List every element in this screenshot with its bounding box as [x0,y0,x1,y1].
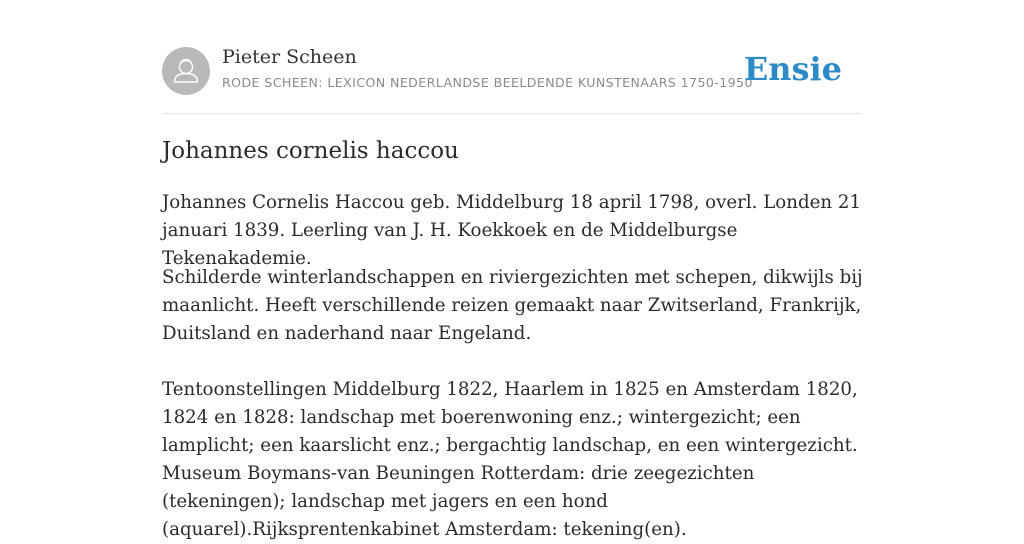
article-title: Johannes cornelis haccou [162,138,459,164]
article-header [162,46,862,96]
author-name[interactable]: Pieter Scheen [222,46,357,68]
article-paragraph: Johannes Cornelis Haccou geb. Middelburg 18 april 1798, overl. Londen 21 januari 1839. Leerling van J. H. Koekkoek en de Middelburgse Tekenakademie. [162,192,862,269]
brand-logo[interactable]: Ensie [743,50,842,88]
user-icon [162,47,210,95]
header-divider [162,113,862,114]
article-paragraph: Schilderde winterlandschappen en riviergezichten met schepen, dikwijls bij maanlicht. Heeft verschillende reizen gemaakt naar Zwitserland, Frankrijk, Duitsland en naderhand naar Engeland. [162,267,863,344]
source-title[interactable]: RODE SCHEEN: LEXICON NEDERLANDSE BEELDENDE KUNSTENAARS 1750-1950 [222,75,753,90]
author-avatar[interactable] [162,47,210,95]
article-paragraph: Tentoonstellingen Middelburg 1822, Haarlem in 1825 en Amsterdam 1820, 1824 en 1828: landschap met boerenwoning enz.; wintergezicht; een lamplicht; een kaarslicht enz.; bergachtig landschap, en een wintergezicht. Museum Boymans-van Beuningen Rotterdam: drie zeegezichten (tekeningen); landschap met jagers en een hond (aquarel).Rijksprentenkabinet Amsterdam: tekening(en). [162,379,858,540]
